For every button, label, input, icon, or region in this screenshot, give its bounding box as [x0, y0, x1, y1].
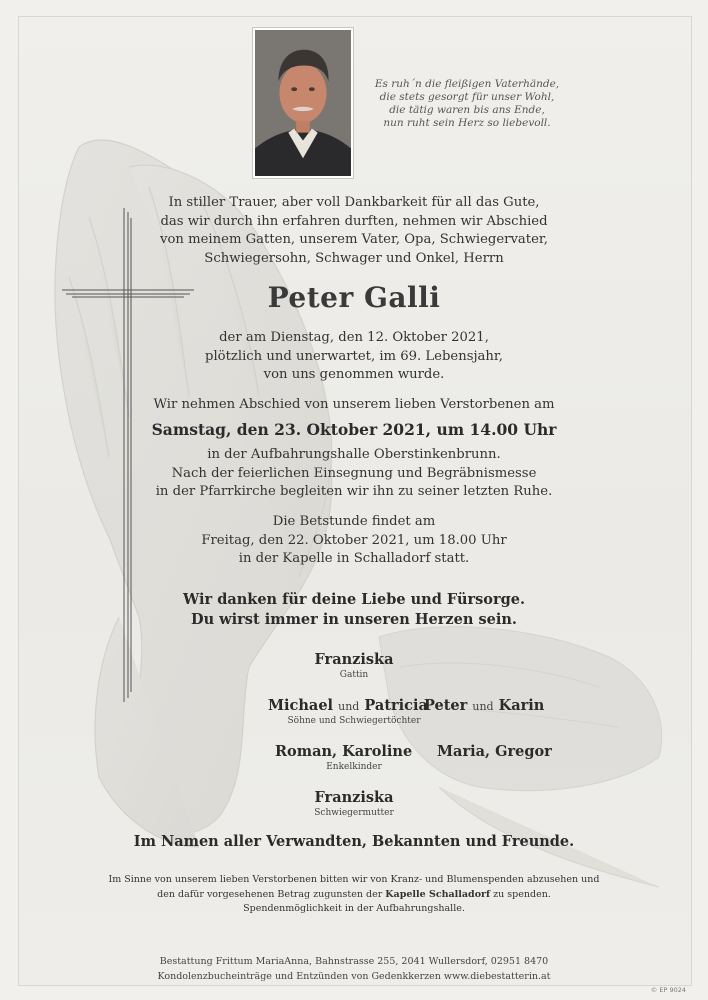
donation-line — [0, 888, 708, 903]
and-word: und — [472, 700, 494, 713]
children-pair-1 — [268, 697, 428, 714]
intro-line: das wir durch ihn erfahren durften, nehmen wir Abschied — [160, 213, 548, 229]
thanks-line: Wir danken für deine Liebe und Fürsorge. — [182, 591, 526, 608]
intro-line: In stiller Trauer, aber voll Dankbarkeit für all das Gute, — [168, 195, 540, 210]
funeral-date: Samstag, den 23. Oktober 2021, um 14.00 Uhr — [151, 420, 557, 439]
all-relatives-text: Im Namen aller Verwandten, Bekannten und Freunde. — [133, 833, 575, 850]
death-line: plötzlich und unerwartet, im 69. Lebensjahr, — [205, 348, 503, 364]
death-details — [0, 329, 708, 385]
wife-role: Gattin — [339, 670, 369, 680]
donation-request — [0, 873, 708, 917]
ceremony-line: in der Aufbahrungshalle Oberstinkenbrunn. — [207, 447, 501, 462]
and-word: und — [338, 700, 360, 713]
copyright-code: © EP 9024 — [650, 986, 686, 994]
prayer-hour-details — [0, 513, 708, 569]
death-line: der am Dienstag, den 12. Oktober 2021, — [219, 330, 489, 345]
thanks-line: Du wirst immer in unseren Herzen sein. — [191, 611, 517, 628]
donation-text: zu spenden. — [490, 888, 551, 900]
poem — [362, 78, 572, 130]
prayer-line: in der Kapelle in Schalladorf statt. — [238, 551, 470, 566]
thanks-text — [0, 590, 708, 630]
grandchildren-right: Maria, Gregor — [437, 743, 552, 760]
child-name: Karin — [498, 697, 545, 714]
poem-line: die stets gesorgt für unser Wohl, — [379, 91, 555, 103]
donation-line: Im Sinne von unserem lieben Verstorbenen bitten wir von Kranz- und Blumenspenden abzusehen und — [108, 874, 600, 885]
grandchildren-role: Enkelkinder — [326, 762, 382, 772]
intro-line: von meinem Gatten, unserem Vater, Opa, Schwiegervater, — [160, 232, 548, 247]
funeral-home-info — [0, 955, 708, 984]
donation-recipient: Kapelle Schalladorf — [385, 888, 491, 900]
child-name: Michael — [268, 697, 334, 714]
poem-line: nun ruht sein Herz so liebevoll. — [383, 117, 551, 129]
prayer-line: Die Betstunde findet am — [272, 514, 436, 529]
poem-line: die tätig waren bis ans Ende, — [389, 104, 545, 116]
children-pair-2 — [424, 697, 544, 714]
donation-text: den dafür vorgesehenen Betrag zugunsten der — [157, 888, 383, 900]
funeral-home-line: Kondolenzbucheinträge und Entzünden von Gedenkkerzen www.diebestatterin.at — [157, 970, 551, 982]
child-name: Peter — [424, 697, 468, 714]
intro-line: Schwiegersohn, Schwager und Onkel, Herrn — [204, 250, 504, 266]
grandchildren-left: Roman, Karoline — [275, 743, 413, 760]
poem-line: Es ruh´n die fleißigen Vaterhände, — [374, 78, 560, 90]
prayer-line: Freitag, den 22. Oktober 2021, um 18.00 Uhr — [201, 532, 507, 548]
ceremony-line: Nach der feierlichen Einsegnung und Begräbnismesse — [171, 465, 537, 481]
deceased-name: Peter Galli — [267, 281, 441, 314]
ceremony-line: in der Pfarrkirche begleiten wir ihn zu seiner letzten Ruhe. — [155, 484, 553, 499]
child-name: Patricia — [364, 697, 428, 714]
wife-name: Franziska — [314, 651, 394, 668]
intro-text — [0, 194, 708, 268]
donation-line: Spendenmöglichkeit in der Aufbahrungshalle. — [243, 903, 465, 914]
farewell-text: Wir nehmen Abschied von unserem lieben Verstorbenen am — [153, 397, 555, 412]
funeral-home-line: Bestattung Frittum MariaAnna, Bahnstrasse 255, 2041 Wullersdorf, 02951 8470 — [159, 956, 549, 967]
portrait-photo — [252, 27, 354, 179]
mother-in-law-name: Franziska — [314, 789, 394, 806]
ceremony-details — [0, 446, 708, 502]
mother-in-law-role: Schwiegermutter — [314, 808, 394, 818]
children-role: Söhne und Schwiegertöchter — [287, 716, 421, 726]
death-line: von uns genommen wurde. — [263, 367, 445, 382]
